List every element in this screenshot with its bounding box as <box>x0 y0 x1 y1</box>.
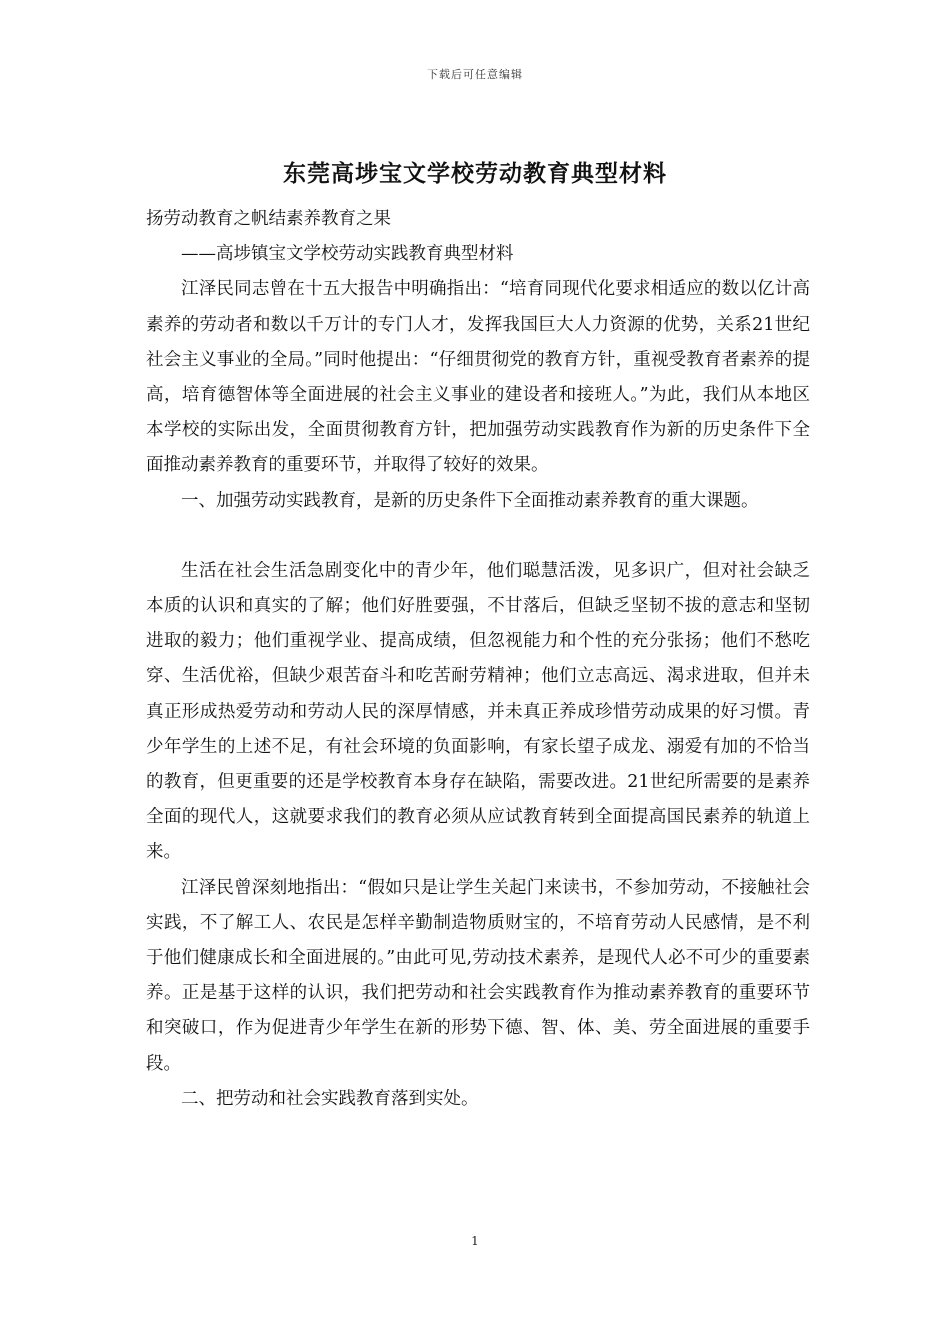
header-note: 下载后可任意编辑 <box>427 68 523 81</box>
section-heading-1: 一、加强劳动实践教育，是新的历史条件下全面推动素养教育的重大课题。 <box>181 490 759 511</box>
paragraph-youth: 生活在社会生活急剧变化中的青少年，他们聪慧活泼，见多识广，但对社会缺乏本质的认识和真实的了解；他们好胜要强，不甘落后，但缺乏坚韧不拔的意志和坚韧进取的毅力；他们重视学业、提高成绩，但忽视能力和个性的充分张扬；他们不愁吃穿、生活优裕，但缺少艰苦奋斗和吃苦耐劳精神；他们立志高远、渴求进取，但并未真正形成热爱劳动和劳动人民的深厚情感，并未真正养成珍惜劳动成果的好习惯。青少年学生的上述不足，有社会环境的负面影响，有家长望子成龙、溺爱有加的不恰当的教育，但更重要的还是学校教育本身存在缺陷，需要改进。21世纪所需要的是素养全面的现代人，这就要求我们的教育必须从应试教育转到全面提高国民素养的轨道上来。 <box>146 560 810 863</box>
document-title: 东莞高埗宝文学校劳动教育典型材料 <box>283 160 667 187</box>
byline: ——高埗镇宝文学校劳动实践教育典型材料 <box>181 244 514 265</box>
paragraph-intro: 江泽民同志曾在十五大报告中明确指出：“培育同现代化要求相适应的数以亿计高素养的劳动者和数以千万计的专门人才，发挥我国巨大人力资源的优势，关系21世纪社会主义事业的全局。”同时他提出：“仔细贯彻党的教育方针，重视受教育者素养的提高，培育德智体等全面进展的社会主义事业的建设者和接班人。”为此，我们从本地区本学校的实际出发，全面贯彻教育方针，把加强劳动实践教育作为新的历史条件下全面推动素养教育的重要环节，并取得了较好的效果。 <box>146 279 810 476</box>
document-body <box>146 202 810 1117</box>
subtitle: 扬劳动教育之帆结素养教育之果 <box>146 209 391 229</box>
page-number: 1 <box>471 1234 479 1248</box>
paragraph-gap <box>146 519 810 554</box>
paragraph-quote: 江泽民曾深刻地指出：“假如只是让学生关起门来读书，不参加劳动，不接触社会实践，不了解工人、农民是怎样辛勤制造物质财宝的，不培育劳动人民感情，是不利于他们健康成长和全面进展的。”由此可见,劳动技术素养，是现代人必不可少的重要素养。正是基于这样的认识，我们把劳动和社会实践教育作为推动素养教育的重要环节和突破口，作为促进青少年学生在新的形势下德、智、体、美、劳全面进展的重要手段。 <box>146 877 810 1074</box>
section-heading-2: 二、把劳动和社会实践教育落到实处。 <box>181 1088 479 1109</box>
